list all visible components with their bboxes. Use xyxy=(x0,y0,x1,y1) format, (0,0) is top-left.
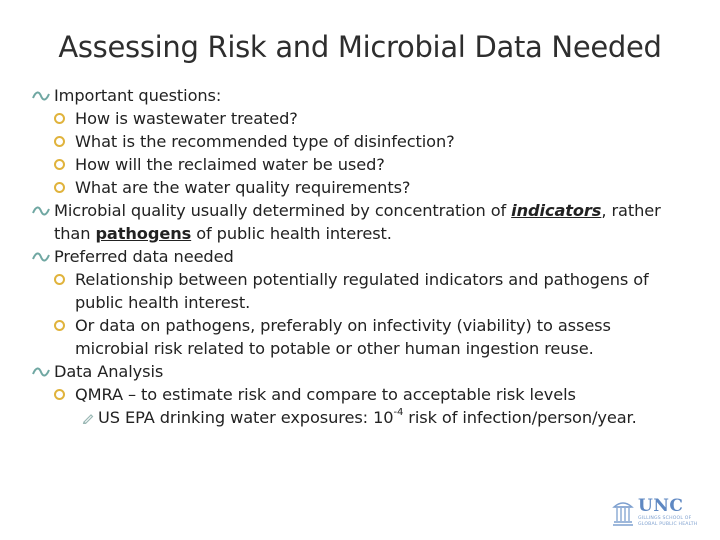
circle-bullet-icon xyxy=(54,389,65,400)
slide-body xyxy=(32,84,702,429)
bullet-text: Relationship between potentially regulated indicators and pathogens of xyxy=(75,270,649,289)
bullet-text: Data Analysis xyxy=(54,362,164,381)
pen-bullet-icon xyxy=(82,412,94,424)
bullet-qmra xyxy=(32,383,702,406)
pathogens-emphasis: pathogens xyxy=(95,224,192,243)
wave-bullet-icon xyxy=(32,89,50,103)
circle-bullet-icon xyxy=(54,182,65,193)
exponent: -4 xyxy=(393,406,404,418)
bullet-text: QMRA – to estimate risk and compare to acceptable risk levels xyxy=(75,385,576,404)
circle-bullet-icon xyxy=(54,136,65,147)
bullet-text: of public health interest. xyxy=(191,224,392,243)
bullet-text: What is the recommended type of disinfection? xyxy=(75,132,455,151)
bullet-text: Preferred data needed xyxy=(54,247,234,266)
bullet-pref2 xyxy=(32,314,702,360)
wave-bullet-icon xyxy=(32,250,50,264)
indicators-emphasis: indicators xyxy=(511,201,602,220)
bullet-q1 xyxy=(32,107,702,130)
bullet-q4 xyxy=(32,176,702,199)
bullet-text: , rather xyxy=(601,201,661,220)
bullet-text: Important questions: xyxy=(54,86,222,105)
wave-bullet-icon xyxy=(32,365,50,379)
bullet-q3 xyxy=(32,153,702,176)
circle-bullet-icon xyxy=(54,159,65,170)
bullet-pref1 xyxy=(32,268,702,314)
bullet-preferred-data xyxy=(32,245,702,268)
wave-bullet-icon xyxy=(32,204,50,218)
circle-bullet-icon xyxy=(54,113,65,124)
unc-logo xyxy=(612,496,708,530)
bullet-text: microbial risk related to potable or other human ingestion reuse. xyxy=(75,339,594,358)
bullet-q2 xyxy=(32,130,702,153)
bullet-text: Microbial quality usually determined by concentration of xyxy=(54,201,512,220)
old-well-icon xyxy=(612,498,634,526)
circle-bullet-icon xyxy=(54,320,65,331)
bullet-important-questions xyxy=(32,84,702,107)
bullet-data-analysis xyxy=(32,360,702,383)
circle-bullet-icon xyxy=(54,274,65,285)
slide-title: Assessing Risk and Microbial Data Needed xyxy=(58,30,662,64)
bullet-text: How is wastewater treated? xyxy=(75,109,298,128)
logo-subline: GLOBAL PUBLIC HEALTH xyxy=(638,522,698,527)
bullet-text: than xyxy=(54,224,96,243)
logo-subline: GILLINGS SCHOOL OF xyxy=(638,516,692,521)
bullet-epa xyxy=(32,406,702,429)
bullet-text: US EPA drinking water exposures: 10 xyxy=(98,408,394,427)
bullet-microbial-quality xyxy=(32,199,702,245)
bullet-text: Or data on pathogens, preferably on infectivity (viability) to assess xyxy=(75,316,611,335)
bullet-text: public health interest. xyxy=(75,293,251,312)
logo-wordmark: UNC xyxy=(638,496,684,516)
bullet-text: How will the reclaimed water be used? xyxy=(75,155,385,174)
bullet-text: risk of infection/person/year. xyxy=(403,408,637,427)
bullet-text: What are the water quality requirements? xyxy=(75,178,411,197)
